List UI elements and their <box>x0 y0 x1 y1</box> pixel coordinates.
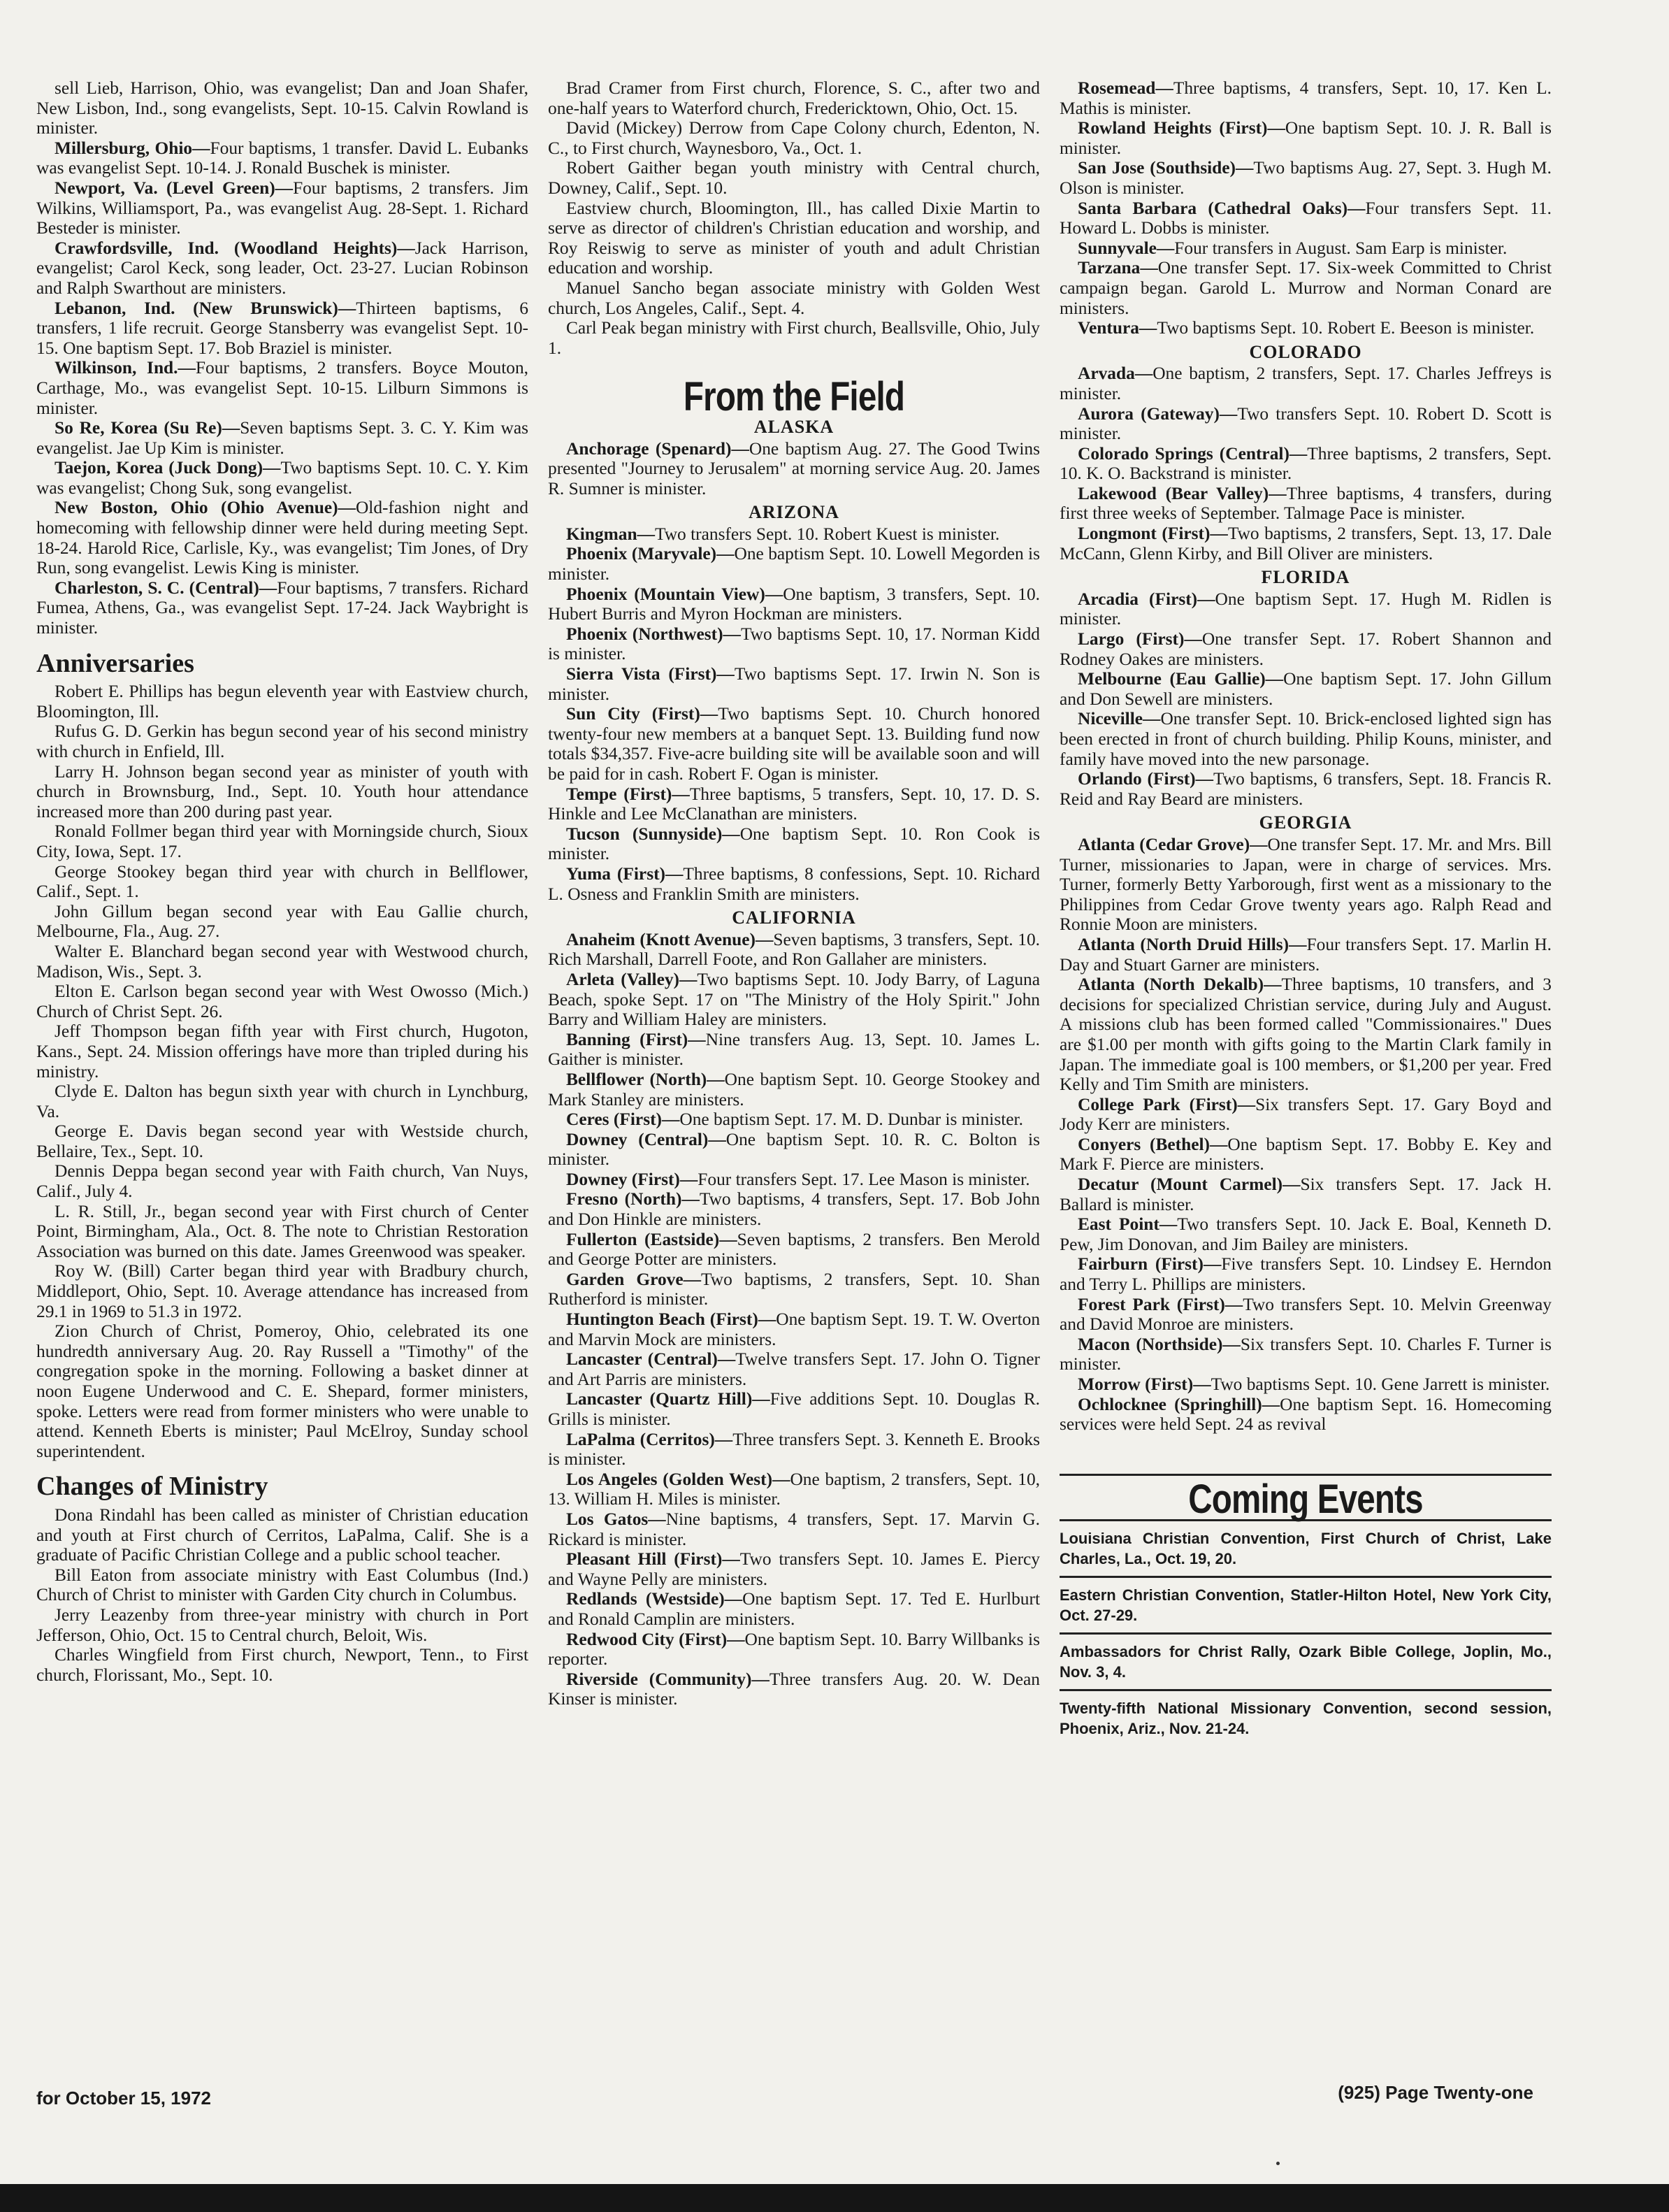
event-item: Twenty-fifth National Missionary Convention, second session, Phoenix, Ariz., Nov. 21-24. <box>1060 1689 1552 1746</box>
news-paragraph: Ventura—Two baptisms Sept. 10. Robert E. Beeson is minister. <box>1078 318 1535 338</box>
news-paragraph: sell Lieb, Harrison, Ohio, was evangelist; Dan and Joan Shafer, New Lisbon, Ind., song evangelists, Sept. 10-15. Calvin Rowland is minister. <box>36 78 528 138</box>
news-paragraph: Rufus G. D. Gerkin has begun second year of his second ministry with church in Enfield, Ill. <box>36 721 528 761</box>
news-paragraph: Fullerton (Eastside)—Seven baptisms, 2 transfers. Ben Merold and George Potter are ministers. <box>548 1229 1040 1270</box>
news-paragraph: Taejon, Korea (Juck Dong)—Two baptisms Sept. 10. C. Y. Kim was evangelist; Chong Suk, song evangelist. <box>36 458 528 498</box>
news-paragraph: Macon (Northside)—Six transfers Sept. 10. Charles F. Turner is minister. <box>1060 1334 1552 1374</box>
news-paragraph: Lakewood (Bear Valley)—Three baptisms, 4 transfers, during first three weeks of September. Talmage Pace is minister. <box>1060 483 1552 524</box>
state-heading-arizona: ARIZONA <box>749 502 839 523</box>
news-paragraph: San Jose (Southside)—Two baptisms Aug. 27, Sept. 3. Hugh M. Olson is minister. <box>1060 158 1552 198</box>
news-paragraph: Elton E. Carlson began second year with West Owosso (Mich.) Church of Christ Sept. 26. <box>36 982 528 1021</box>
news-paragraph: Downey (First)—Four transfers Sept. 17. Lee Mason is minister. <box>566 1169 1030 1189</box>
news-paragraph: Lebanon, Ind. (New Brunswick)—Thirteen baptisms, 6 transfers, 1 life recruit. George Stansberry was evangelist Sept. 10-15. One baptism Sept. 17. Bob Braziel is minister. <box>36 298 528 358</box>
column-3 <box>1060 78 1552 1746</box>
from-the-field-heading: From the Field <box>683 374 905 420</box>
news-paragraph: Rosemead—Three baptisms, 4 transfers, Sept. 10, 17. Ken L. Mathis is minister. <box>1060 78 1552 118</box>
news-paragraph: Garden Grove—Two baptisms, 2 transfers, Sept. 10. Shan Rutherford is minister. <box>548 1269 1041 1309</box>
news-paragraph: Huntington Beach (First)—One baptism Sept. 19. T. W. Overton and Marvin Mock are ministers. <box>548 1309 1041 1349</box>
news-paragraph: Pleasant Hill (First)—Two transfers Sept. 10. James E. Piercy and Wayne Pelly are ministers. <box>548 1549 1040 1589</box>
news-paragraph: Millersburg, Ohio—Four baptisms, 1 transfer. David L. Eubanks was evangelist Sept. 10-14. J. Ronald Buschek is minister. <box>36 138 528 178</box>
news-paragraph: Carl Peak began ministry with First church, Beallsville, Ohio, July 1. <box>548 318 1040 358</box>
news-paragraph: L. R. Still, Jr., began second year with First church of Center Point, Birmingham, Ala., Oct. 8. The note to Christian Restoration Association was burned on this date. James Greenwood was speaker. <box>36 1201 528 1261</box>
news-paragraph: George E. Davis began second year with Westside church, Bellaire, Tex., Sept. 10. <box>36 1121 528 1161</box>
news-paragraph: Bellflower (North)—One baptism Sept. 10. George Stookey and Mark Stanley are ministers. <box>548 1069 1040 1109</box>
news-paragraph: Clyde E. Dalton has begun sixth year with church in Lynchburg, Va. <box>36 1082 528 1121</box>
news-paragraph: Largo (First)—One transfer Sept. 17. Robert Shannon and Rodney Oakes are ministers. <box>1060 629 1552 669</box>
news-paragraph: Phoenix (Mountain View)—One baptism, 3 transfers, Sept. 10. Hubert Burris and Myron Hockman are ministers. <box>548 584 1040 624</box>
news-paragraph: Lancaster (Central)—Twelve transfers Sept. 17. John O. Tigner and Art Parris are ministers. <box>548 1349 1040 1389</box>
news-paragraph: Larry H. Johnson began second year as minister of youth with church in Brownsburg, Ind., Sept. 10. Youth hour attendance increased more than 200 during past year. <box>36 761 528 821</box>
news-paragraph: Charleston, S. C. (Central)—Four baptisms, 7 transfers. Richard Fumea, Athens, Ga., was evangelist Sept. 17-24. Jack Waybright is minister. <box>36 577 528 638</box>
news-paragraph: Arcadia (First)—One baptism Sept. 17. Hugh M. Ridlen is minister. <box>1060 589 1552 629</box>
news-paragraph: Tarzana—One transfer Sept. 17. Six-week Committed to Christ campaign began. Garold L. Murrow and Norman Conard are ministers. <box>1060 258 1552 318</box>
news-paragraph: Ceres (First)—One baptism Sept. 17. M. D. Dunbar is minister. <box>566 1109 1023 1130</box>
news-paragraph: College Park (First)—Six transfers Sept. 17. Gary Boyd and Jody Kerr are ministers. <box>1060 1094 1552 1135</box>
news-paragraph: Colorado Springs (Central)—Three baptisms, 2 transfers, Sept. 10. K. O. Backstrand is minister. <box>1060 443 1552 484</box>
news-paragraph: Yuma (First)—Three baptisms, 8 confessions, Sept. 10. Richard L. Osness and Franklin Smith are ministers. <box>548 863 1040 904</box>
news-paragraph: Ronald Follmer began third year with Morningside church, Sioux City, Iowa, Sept. 17. <box>36 821 528 861</box>
news-paragraph: Arleta (Valley)—Two baptisms Sept. 10. Jody Barry, of Laguna Beach, spoke Sept. 17 on "The Ministry of the Holy Spirit." John Barry and William Haley are ministers. <box>548 969 1040 1030</box>
news-paragraph: Melbourne (Eau Gallie)—One baptism Sept. 17. John Gillum and Don Sewell are ministers. <box>1060 669 1552 709</box>
georgia-items <box>1060 835 1552 1435</box>
news-paragraph: Robert E. Phillips has begun eleventh year with Eastview church, Bloomington, Ill. <box>36 682 528 721</box>
news-paragraph: Niceville—One transfer Sept. 10. Brick-enclosed lighted sign has been erected in front of church building. Philip Kouns, minister, and family have moved into the new parsonage. <box>1060 709 1552 769</box>
divider <box>1060 1474 1552 1476</box>
news-paragraph: Conyers (Bethel)—One baptism Sept. 17. Bobby E. Key and Mark F. Pierce are ministers. <box>1060 1134 1552 1175</box>
news-paragraph: Bill Eaton from associate ministry with East Columbus (Ind.) Church of Christ to minister with Garden City church in Columbus. <box>36 1565 528 1605</box>
alaska-items <box>548 439 1040 499</box>
florida-items <box>1060 589 1552 810</box>
state-heading-california: CALIFORNIA <box>732 907 856 928</box>
section-heading-anniversaries: Anniversaries <box>36 648 194 678</box>
news-paragraph: Kingman—Two transfers Sept. 10. Robert Kuest is minister. <box>566 524 1000 544</box>
news-paragraph: Aurora (Gateway)—Two transfers Sept. 10. Robert D. Scott is minister. <box>1060 403 1552 444</box>
news-paragraph: Dennis Deppa began second year with Faith church, Van Nuys, Calif., July 4. <box>36 1161 528 1202</box>
news-paragraph: Morrow (First)—Two baptisms Sept. 10. Gene Jarrett is minister. <box>1078 1374 1550 1394</box>
news-paragraph: Ochlocknee (Springhill)—One baptism Sept. 16. Homecoming services were held Sept. 24 as revival <box>1060 1394 1552 1435</box>
news-items <box>36 78 528 638</box>
news-paragraph: Sun City (First)—Two baptisms Sept. 10. Church honored twenty-four new members at a banquet Sept. 13. Building fund now totals $34,357. Five-acre building site will be available soon and will be paid for in cash. Robert F. Ogan is minister. <box>548 704 1040 784</box>
news-paragraph: Jeff Thompson began fifth year with First church, Hugoton, Kans., Sept. 24. Mission offerings have more than tripled during his ministry. <box>36 1021 528 1082</box>
page-edge <box>0 2184 1669 2212</box>
footer-date: for October 15, 1972 <box>36 2088 211 2109</box>
changes-items <box>36 1505 528 1685</box>
news-paragraph: Los Angeles (Golden West)—One baptism, 2 transfers, Sept. 10, 13. William H. Miles is minister. <box>548 1469 1040 1509</box>
news-paragraph: So Re, Korea (Su Re)—Seven baptisms Sept. 3. C. Y. Kim was evangelist. Jae Up Kim is minister. <box>36 418 528 458</box>
event-item: Louisiana Christian Convention, First Church of Christ, Lake Charles, La., Oct. 19, 20. <box>1060 1519 1552 1576</box>
news-paragraph: Sierra Vista (First)—Two baptisms Sept. 17. Irwin N. Son is minister. <box>548 664 1040 704</box>
changes-items-continued <box>548 78 1040 358</box>
news-paragraph: Eastview church, Bloomington, Ill., has called Dixie Martin to serve as director of children's Christian education and worship, and Roy Reiswig to serve as minister of youth and adult Christian education and worship. <box>548 198 1040 278</box>
news-paragraph: Banning (First)—Nine transfers Aug. 13, Sept. 10. James L. Gaither is minister. <box>548 1029 1040 1070</box>
state-heading-florida: FLORIDA <box>1261 567 1350 588</box>
news-paragraph: Redlands (Westside)—One baptism Sept. 17. Ted E. Hurlburt and Ronald Camplin are ministers. <box>548 1589 1041 1629</box>
news-paragraph: David (Mickey) Derrow from Cape Colony church, Edenton, N. C., to First church, Waynesboro, Va., Oct. 1. <box>548 118 1040 158</box>
footer-page-number: (925) Page Twenty-one <box>1338 2082 1533 2103</box>
news-paragraph: Dona Rindahl has been called as minister of Christian education and youth at First church of Cerritos, LaPalma, Calif. She is a graduate of Pacific Christian College and a public school teacher. <box>36 1504 528 1565</box>
news-paragraph: Tucson (Sunnyside)—One baptism Sept. 10. Ron Cook is minister. <box>548 824 1040 864</box>
event-item: Eastern Christian Convention, Statler-Hilton Hotel, New York City, Oct. 27-29. <box>1060 1576 1552 1632</box>
news-paragraph: Zion Church of Christ, Pomeroy, Ohio, celebrated its one hundredth anniversary Aug. 20. Ray Russell a "Timothy" of the congregation spoke in the morning. Following a basket dinner at noon Eugene Underwood and C. E. Shepard, former ministers, spoke. Letters were read from former ministers who were unable to attend. Kenneth Eberts is minister; Paul McElroy, Sunday school superintendent. <box>36 1321 528 1461</box>
news-paragraph: East Point—Two transfers Sept. 10. Jack E. Boal, Kenneth D. Pew, Jim Donovan, and Jim Bailey are ministers. <box>1060 1214 1552 1254</box>
news-paragraph: Atlanta (North Druid Hills)—Four transfers Sept. 17. Marlin H. Day and Stuart Garner are ministers. <box>1060 934 1552 975</box>
ink-speck <box>1276 2162 1280 2165</box>
news-paragraph: Atlanta (North Dekalb)—Three baptisms, 10 transfers, and 3 decisions for specialized Christian service, during July and August. A missions club has been formed called "Commissionaires." Dues are $1.00 per month with gifts going to the Martin Clark family in Japan. The immediate goal is 100 members, or $1,200 per year. Fred Kelly and Tim Smith are ministers. <box>1060 975 1552 1095</box>
california-items-continued <box>1060 78 1552 338</box>
news-paragraph: Forest Park (First)—Two transfers Sept. 10. Melvin Greenway and David Monroe are ministers. <box>1060 1294 1552 1335</box>
news-paragraph: New Boston, Ohio (Ohio Avenue)—Old-fashion night and homecoming with fellowship dinner were held during meeting Sept. 18-24. Harold Rice, Carlisle, Ky., was evangelist; Tim Jones, of Dry Run, song evangelist. Lewis King is minister. <box>36 498 528 578</box>
news-paragraph: Longmont (First)—Two baptisms, 2 transfers, Sept. 13, 17. Dale McCann, Glenn Kirby, and Bill Oliver are ministers. <box>1060 524 1552 563</box>
coming-events-list <box>1060 1519 1552 1746</box>
news-paragraph: Santa Barbara (Cathedral Oaks)—Four transfers Sept. 11. Howard L. Dobbs is minister. <box>1060 198 1552 238</box>
news-paragraph: Crawfordsville, Ind. (Woodland Heights)—Jack Harrison, evangelist; Carol Keck, song leader, Oct. 23-27. Lucian Robinson and Ralph Swarthout are ministers. <box>36 238 529 298</box>
news-paragraph: Phoenix (Maryvale)—One baptism Sept. 10. Lowell Megorden is minister. <box>548 544 1040 584</box>
news-paragraph: Walter E. Blanchard began second year with Westwood church, Madison, Wis., Sept. 3. <box>36 941 528 982</box>
news-paragraph: Jerry Leazenby from three-year ministry with church in Port Jefferson, Ohio, Oct. 15 to Central church, Beloit, Wis. <box>36 1604 528 1645</box>
event-item: Ambassadors for Christ Rally, Ozark Bible College, Joplin, Mo., Nov. 3, 4. <box>1060 1632 1552 1689</box>
news-paragraph: Charles Wingfield from First church, Newport, Tenn., to First church, Florissant, Mo., Sept. 10. <box>36 1645 528 1685</box>
news-paragraph: Anchorage (Spenard)—One baptism Aug. 27. The Good Twins presented "Journey to Jerusalem" at morning service Aug. 20. James R. Sumner is minister. <box>548 438 1040 498</box>
section-heading-changes-of-ministry: Changes of Ministry <box>36 1472 268 1502</box>
anniversaries-items <box>36 682 528 1461</box>
news-paragraph: John Gillum began second year with Eau Gallie church, Melbourne, Fla., Aug. 27. <box>36 901 528 942</box>
news-paragraph: Sunnyvale—Four transfers in August. Sam Earp is minister. <box>1078 238 1508 258</box>
news-paragraph: Manuel Sancho began associate ministry with Golden West church, Los Angeles, Calif., Sept. 4. <box>548 278 1040 318</box>
california-items <box>548 930 1040 1709</box>
news-paragraph: Anaheim (Knott Avenue)—Seven baptisms, 3 transfers, Sept. 10. Rich Marshall, Darrell Foote, and Ron Gallaher are ministers. <box>548 929 1040 970</box>
news-paragraph: George Stookey began third year with church in Bellflower, Calif., Sept. 1. <box>36 861 528 902</box>
colorado-items <box>1060 364 1552 563</box>
column-2 <box>548 78 1040 1709</box>
state-heading-georgia: GEORGIA <box>1259 812 1352 833</box>
arizona-items <box>548 524 1040 904</box>
news-paragraph: Lancaster (Quartz Hill)—Five additions Sept. 10. Douglas R. Grills is minister. <box>548 1389 1040 1429</box>
news-paragraph: Los Gatos—Nine baptisms, 4 transfers, Sept. 17. Marvin G. Rickard is minister. <box>548 1509 1040 1549</box>
column-1 <box>36 78 528 1685</box>
news-paragraph: LaPalma (Cerritos)—Three transfers Sept. 3. Kenneth E. Brooks is minister. <box>548 1429 1040 1470</box>
news-paragraph: Orlando (First)—Two baptisms, 6 transfers, Sept. 18. Francis R. Reid and Ray Beard are ministers. <box>1060 769 1552 809</box>
news-paragraph: Fairburn (First)—Five transfers Sept. 10. Lindsey E. Herndon and Terry L. Phillips are ministers. <box>1060 1254 1552 1295</box>
coming-events-heading: Coming Events <box>1188 1476 1423 1522</box>
state-heading-colorado: COLORADO <box>1249 341 1362 362</box>
news-paragraph: Riverside (Community)—Three transfers Aug. 20. W. Dean Kinser is minister. <box>548 1669 1040 1709</box>
news-paragraph: Decatur (Mount Carmel)—Six transfers Sept. 17. Jack H. Ballard is minister. <box>1060 1175 1552 1214</box>
news-paragraph: Downey (Central)—One baptism Sept. 10. R. C. Bolton is minister. <box>548 1129 1040 1170</box>
news-paragraph: Newport, Va. (Level Green)—Four baptisms, 2 transfers. Jim Wilkins, Williamsport, Pa., was evangelist Aug. 28-Sept. 1. Richard Besteder is minister. <box>36 178 528 238</box>
news-paragraph: Brad Cramer from First church, Florence, S. C., after two and one-half years to Waterford church, Fredericktown, Ohio, Oct. 15. <box>548 78 1040 118</box>
news-paragraph: Redwood City (First)—One baptism Sept. 10. Barry Willbanks is reporter. <box>548 1629 1040 1669</box>
news-paragraph: Rowland Heights (First)—One baptism Sept. 10. J. R. Ball is minister. <box>1060 118 1552 158</box>
news-paragraph: Atlanta (Cedar Grove)—One transfer Sept. 17. Mr. and Mrs. Bill Turner, missionaries to Japan, were in charge of services. Mrs. Turner, formerly Betty Yarborough, first went as a missionary to the Philippines from Cedar Grove twenty years ago. Ralph Read and Ronnie Moon are ministers. <box>1060 834 1552 935</box>
news-paragraph: Tempe (First)—Three baptisms, 5 transfers, Sept. 10, 17. D. S. Hinkle and Lee McClanathan are ministers. <box>548 784 1041 824</box>
news-paragraph: Phoenix (Northwest)—Two baptisms Sept. 10, 17. Norman Kidd is minister. <box>548 624 1040 664</box>
news-paragraph: Roy W. (Bill) Carter began third year with Bradbury church, Middleport, Ohio, Sept. 10. Average attendance has increased from 29.1 in 1969 to 51.3 in 1972. <box>36 1261 528 1321</box>
state-heading-alaska: ALASKA <box>753 416 834 437</box>
news-paragraph: Fresno (North)—Two baptisms, 4 transfers, Sept. 17. Bob John and Don Hinkle are ministers. <box>548 1189 1040 1230</box>
news-paragraph: Arvada—One baptism, 2 transfers, Sept. 17. Charles Jeffreys is minister. <box>1060 364 1552 403</box>
news-paragraph: Wilkinson, Ind.—Four baptisms, 2 transfers. Boyce Mouton, Carthage, Mo., was evangelist Sept. 10-15. Lilburn Simmons is minister. <box>36 358 528 418</box>
news-paragraph: Robert Gaither began youth ministry with Central church, Downey, Calif., Sept. 10. <box>548 158 1040 198</box>
